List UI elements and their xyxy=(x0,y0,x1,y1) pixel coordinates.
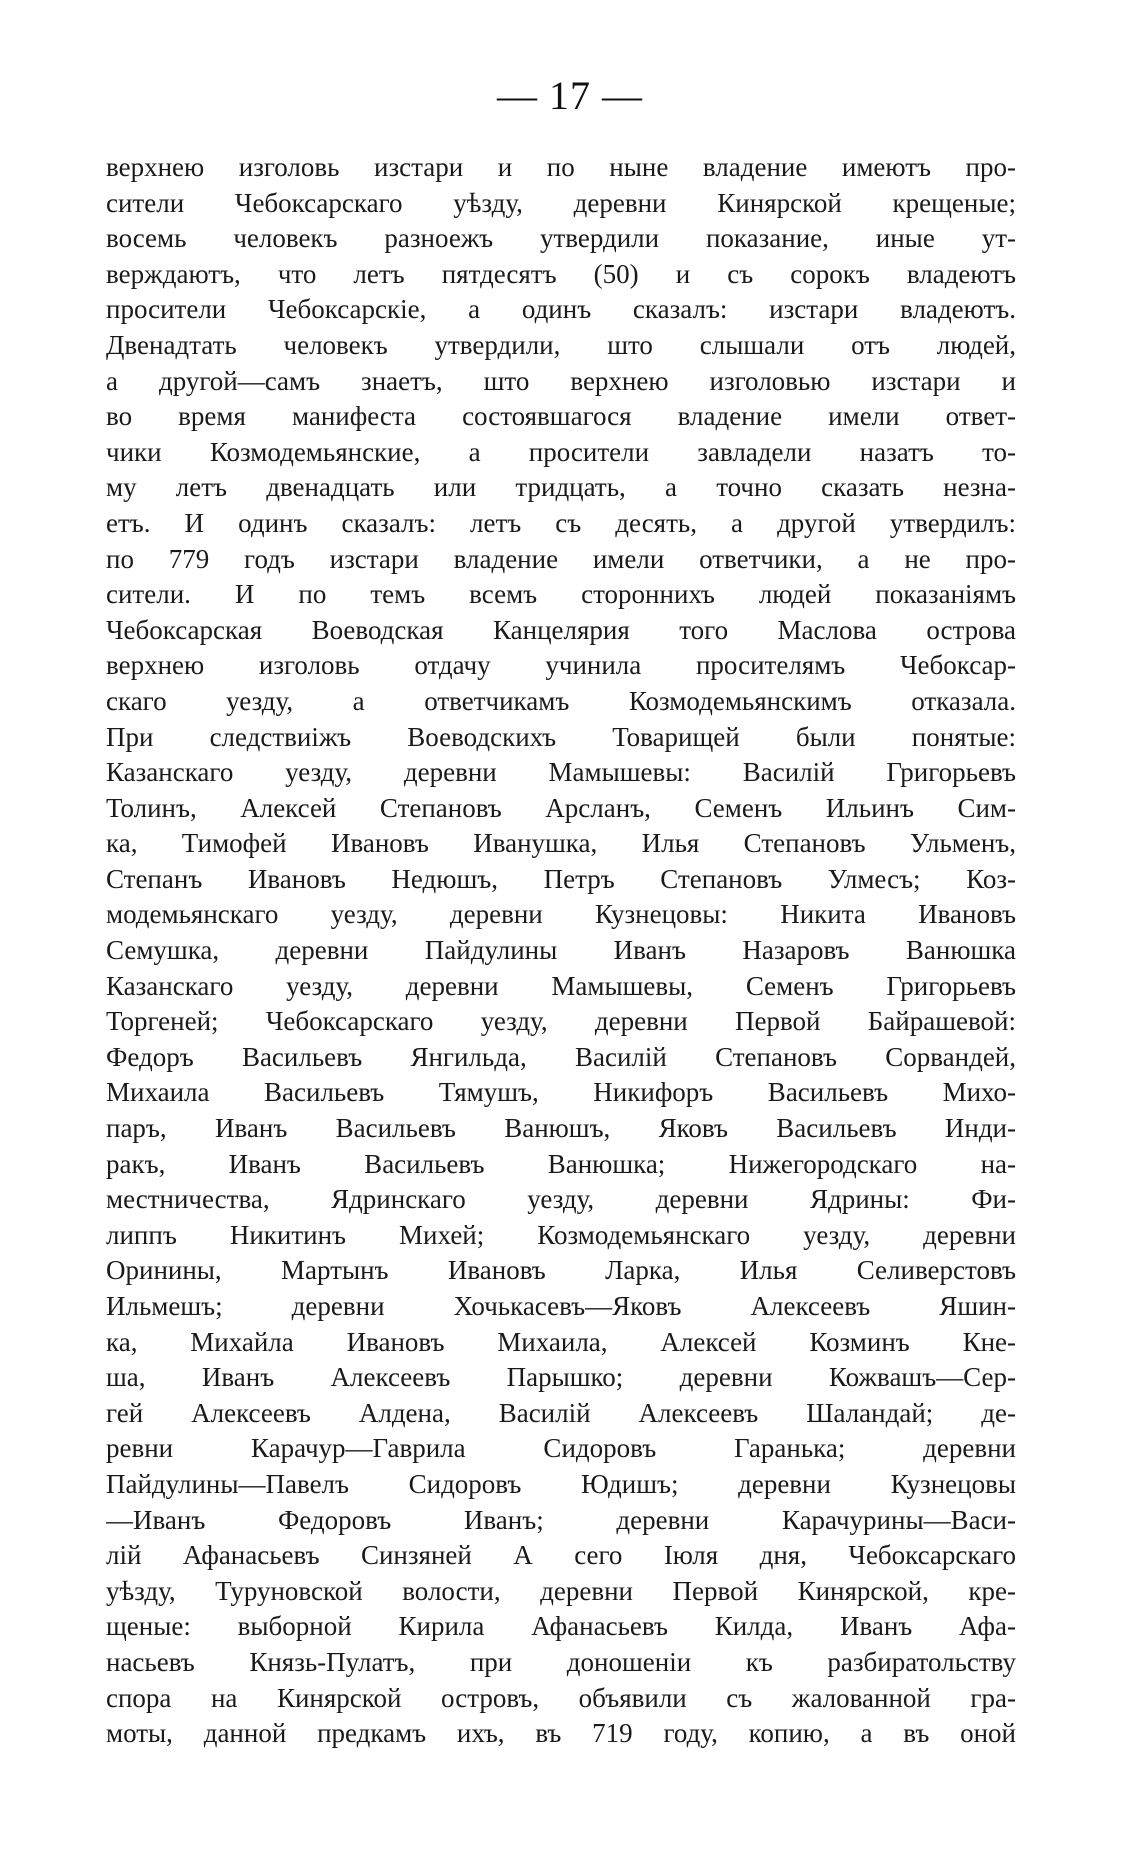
text-line: Казанскаго уезду, деревни Мамышевы, Семенъ Григорьевъ xyxy=(106,970,1016,1001)
text-line: во время манифеста состоявшагося владение имели ответ- xyxy=(106,401,1016,432)
text-line: При следствиіжъ Воеводскихъ Товарищей были понятые: xyxy=(106,721,1016,752)
page-number: — 17 — xyxy=(497,73,643,118)
text-line: а другой—самъ знаетъ, што верхнею изголовью изстари и xyxy=(106,365,1016,396)
text-line: местничества, Ядринскаго уезду, деревни Ядрины: Фи- xyxy=(106,1184,1016,1215)
text-line: лій Афанасьевъ Синзяней А сего Іюля дня, Чебоксарскаго xyxy=(106,1540,1016,1571)
text-line: ка, Михайла Ивановъ Михаила, Алексей Козминъ Кне- xyxy=(106,1326,1016,1357)
text-line: ша, Иванъ Алексеевъ Парышко; деревни Кожвашъ—Сер- xyxy=(106,1362,1016,1393)
text-line: ка, Тимофей Ивановъ Иванушка, Илья Степановъ Ульменъ, xyxy=(106,828,1016,859)
text-line: насьевъ Князь-Пулатъ, при доношеніи къ разбиратольству xyxy=(106,1646,1016,1677)
text-line: Двенадтать человекъ утвердили, што слышали отъ людей, xyxy=(106,329,1016,360)
body-text xyxy=(106,150,1016,1752)
text-line: Толинъ, Алексей Степановъ Арсланъ, Семенъ Ильинъ Сим- xyxy=(106,792,1016,823)
text-line: спора на Кинярской островъ, объявили съ жалованной гра- xyxy=(106,1682,1016,1713)
text-line: верхнею изголовь отдачу учинила просителямъ Чебоксар- xyxy=(106,650,1016,681)
text-line: Казанскаго уезду, деревни Мамышевы: Василій Григорьевъ xyxy=(106,757,1016,788)
text-line: восемь человекъ разноежъ утвердили показание, иные ут- xyxy=(106,223,1016,254)
text-line: просители Чебоксарскіе, а одинъ сказалъ: изстари владеютъ. xyxy=(106,294,1016,325)
text-line: сители Чебоксарскаго уѣзду, деревни Кинярской крещеные; xyxy=(106,187,1016,218)
text-line: Михаила Васильевъ Тямушъ, Никифоръ Васильевъ Михо- xyxy=(106,1077,1016,1108)
text-line: Степанъ Ивановъ Недюшъ, Петръ Степановъ Улмесъ; Коз- xyxy=(106,863,1016,894)
text-line: му летъ двенадцать или тридцать, а точно сказать незна- xyxy=(106,472,1016,503)
text-line: чики Козмодемьянские, а просители завладели назатъ то- xyxy=(106,436,1016,467)
text-line: моты, данной предкамъ ихъ, въ 719 году, копию, а въ оной xyxy=(106,1718,1016,1749)
text-line: липпъ Никитинъ Михей; Козмодемьянскаго уезду, деревни xyxy=(106,1219,1016,1250)
text-line: Федоръ Васильевъ Янгильда, Василій Степановъ Сорвандей, xyxy=(106,1041,1016,1072)
text-line: модемьянскаго уезду, деревни Кузнецовы: Никита Ивановъ xyxy=(106,899,1016,930)
text-line: по 779 годъ изстари владение имели ответчики, а не про- xyxy=(106,543,1016,574)
text-line: ревни Карачур—Гаврила Сидоровъ Гаранька; деревни xyxy=(106,1433,1016,1464)
text-line: Чебоксарская Воеводская Канцелярия того Маслова острова xyxy=(106,614,1016,645)
text-line: паръ, Иванъ Васильевъ Ванюшъ, Яковъ Васильевъ Инди- xyxy=(106,1113,1016,1144)
text-line: Семушка, деревни Пайдулины Иванъ Назаровъ Ванюшка xyxy=(106,935,1016,966)
text-line: ракъ, Иванъ Васильевъ Ванюшка; Нижегородскаго на- xyxy=(106,1148,1016,1179)
text-line: гей Алексеевъ Алдена, Василій Алексеевъ Шаландай; де- xyxy=(106,1397,1016,1428)
text-line: Оринины, Мартынъ Ивановъ Ларка, Илья Селиверстовъ xyxy=(106,1255,1016,1286)
text-line: верхнею изголовь изстари и по ныне владение имеютъ про- xyxy=(106,152,1016,182)
text-line: верждаютъ, что летъ пятдесятъ (50) и съ сорокъ владеютъ xyxy=(106,258,1016,289)
text-line: Пайдулины—Павелъ Сидоровъ Юдишъ; деревни Кузнецовы xyxy=(106,1468,1016,1499)
text-line: етъ. И одинъ сказалъ: летъ съ десять, а другой утвердилъ: xyxy=(106,507,1016,538)
text-line: —Иванъ Федоровъ Иванъ; деревни Карачурины—Васи- xyxy=(106,1504,1016,1535)
text-line: сители. И по темъ всемъ стороннихъ людей показаніямъ xyxy=(106,579,1016,610)
text-line: уѣзду, Туруновской волости, деревни Первой Кинярской, кре- xyxy=(106,1575,1016,1606)
text-line: Торгеней; Чебоксарскаго уезду, деревни Первой Байрашевой: xyxy=(106,1006,1016,1037)
text-line: скаго уезду, а ответчикамъ Козмодемьянскимъ отказала. xyxy=(106,685,1016,716)
text-line: щеные: выборной Кирила Афанасьевъ Килда, Иванъ Афа- xyxy=(106,1611,1016,1642)
text-line: Ильмешъ; деревни Хочькасевъ—Яковъ Алексеевъ Яшин- xyxy=(106,1291,1016,1321)
